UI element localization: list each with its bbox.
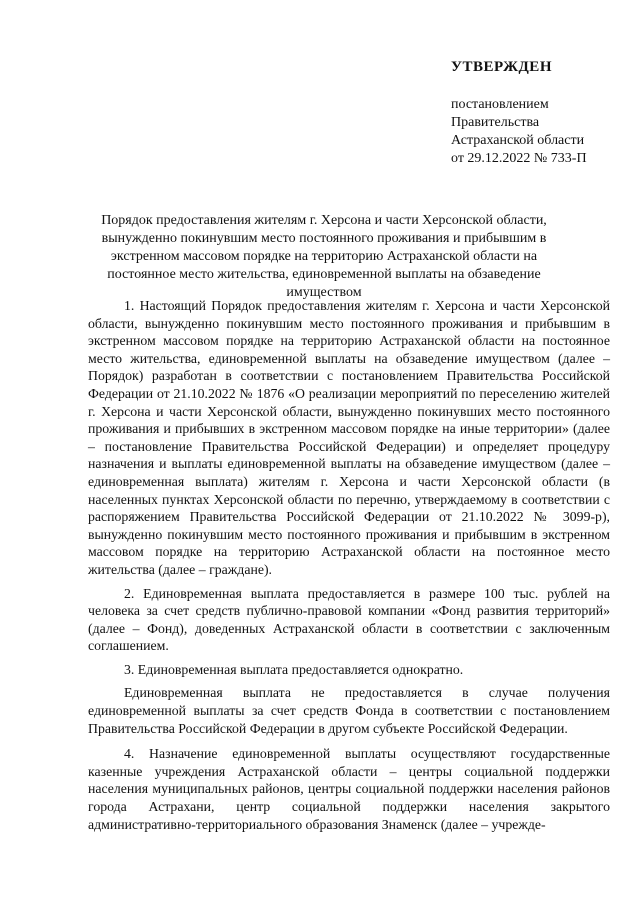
paragraph-4: 4. Назначение единовременной выплаты осуществляют государственные казенные учреждения Астраханской области – центры социальной поддержки населения муниципальных районов, центры социальной поддержки населения районов города Астрахани, центр социальной поддержки населения закрытого административно-территориального образования Знаменск (далее – учрежде- [88, 746, 610, 832]
approval-line: Правительства [451, 115, 540, 130]
approval-line: Астраханской области [451, 133, 585, 148]
paragraph-1: 1. Настоящий Порядок предоставления жителям г. Херсона и части Херсонской области, вынужденно покинувшим место постоянного проживания и прибывшим в экстренном массовом порядке на территорию Астраханской области на постоянное место жительства, единовременной выплаты на обзаведение имуществом (далее – Порядок) разработан в соответствии с постановлением Правительства Российской Федерации от 21.10.2022 № 1876 «О реализации мероприятий по переселению жителей г. Херсона и части Херсонской области, вынужденно покинувших место постоянного проживания и прибывших в экстренном массовом порядке на иные территории» (далее – постановление Правительства Российской Федерации) и определяет процедуру назначения и выплаты единовременной выплаты на обзаведение имуществом (далее – единовременная выплата) жителям г. Херсона и части Херсонской области (в населенных пунктах Херсонской области по перечню, утверждаемому в соответствии с распоряжением Правительства Российской Федерации от 21.10.2022 № 3099-р), вынужденно покинувшим место постоянного проживания и прибывшим в экстренном массовом порядке на территорию Астраханской области на постоянное место жительства (далее – граждане). [88, 298, 610, 577]
approval-date-number: от 29.12.2022 № 733-П [451, 151, 587, 166]
paragraph-2: 2. Единовременная выплата предоставляется в размере 100 тыс. рублей на человека за счет средств публично-правовой компании «Фонд развития территорий» (далее – Фонд), доведенных Астраханской области в соответствии с заключенным соглашением. [88, 585, 610, 654]
approval-line: постановлением [451, 97, 549, 112]
approval-stamp [451, 58, 631, 168]
document-body [88, 297, 610, 833]
approval-heading: УТВЕРЖДЕН [451, 59, 552, 75]
paragraph-3-continued: Единовременная выплата не предоставляется в случае получения единовременной выплаты за счет средств Фонда в соответствии с постановлением Правительства Российской Федерации в другом субъекте Российской Федерации. [88, 685, 610, 736]
document-title: Порядок предоставления жителям г. Херсона и части Херсонской области, вынужденно покинувшим место постоянного проживания и прибывшим в экстренном массовом порядке на территорию Астраханской области на постоянное место жительства, единовременной выплаты на обзаведение имуществом [101, 213, 547, 300]
paragraph-3: 3. Единовременная выплата предоставляется однократно. [124, 661, 464, 677]
